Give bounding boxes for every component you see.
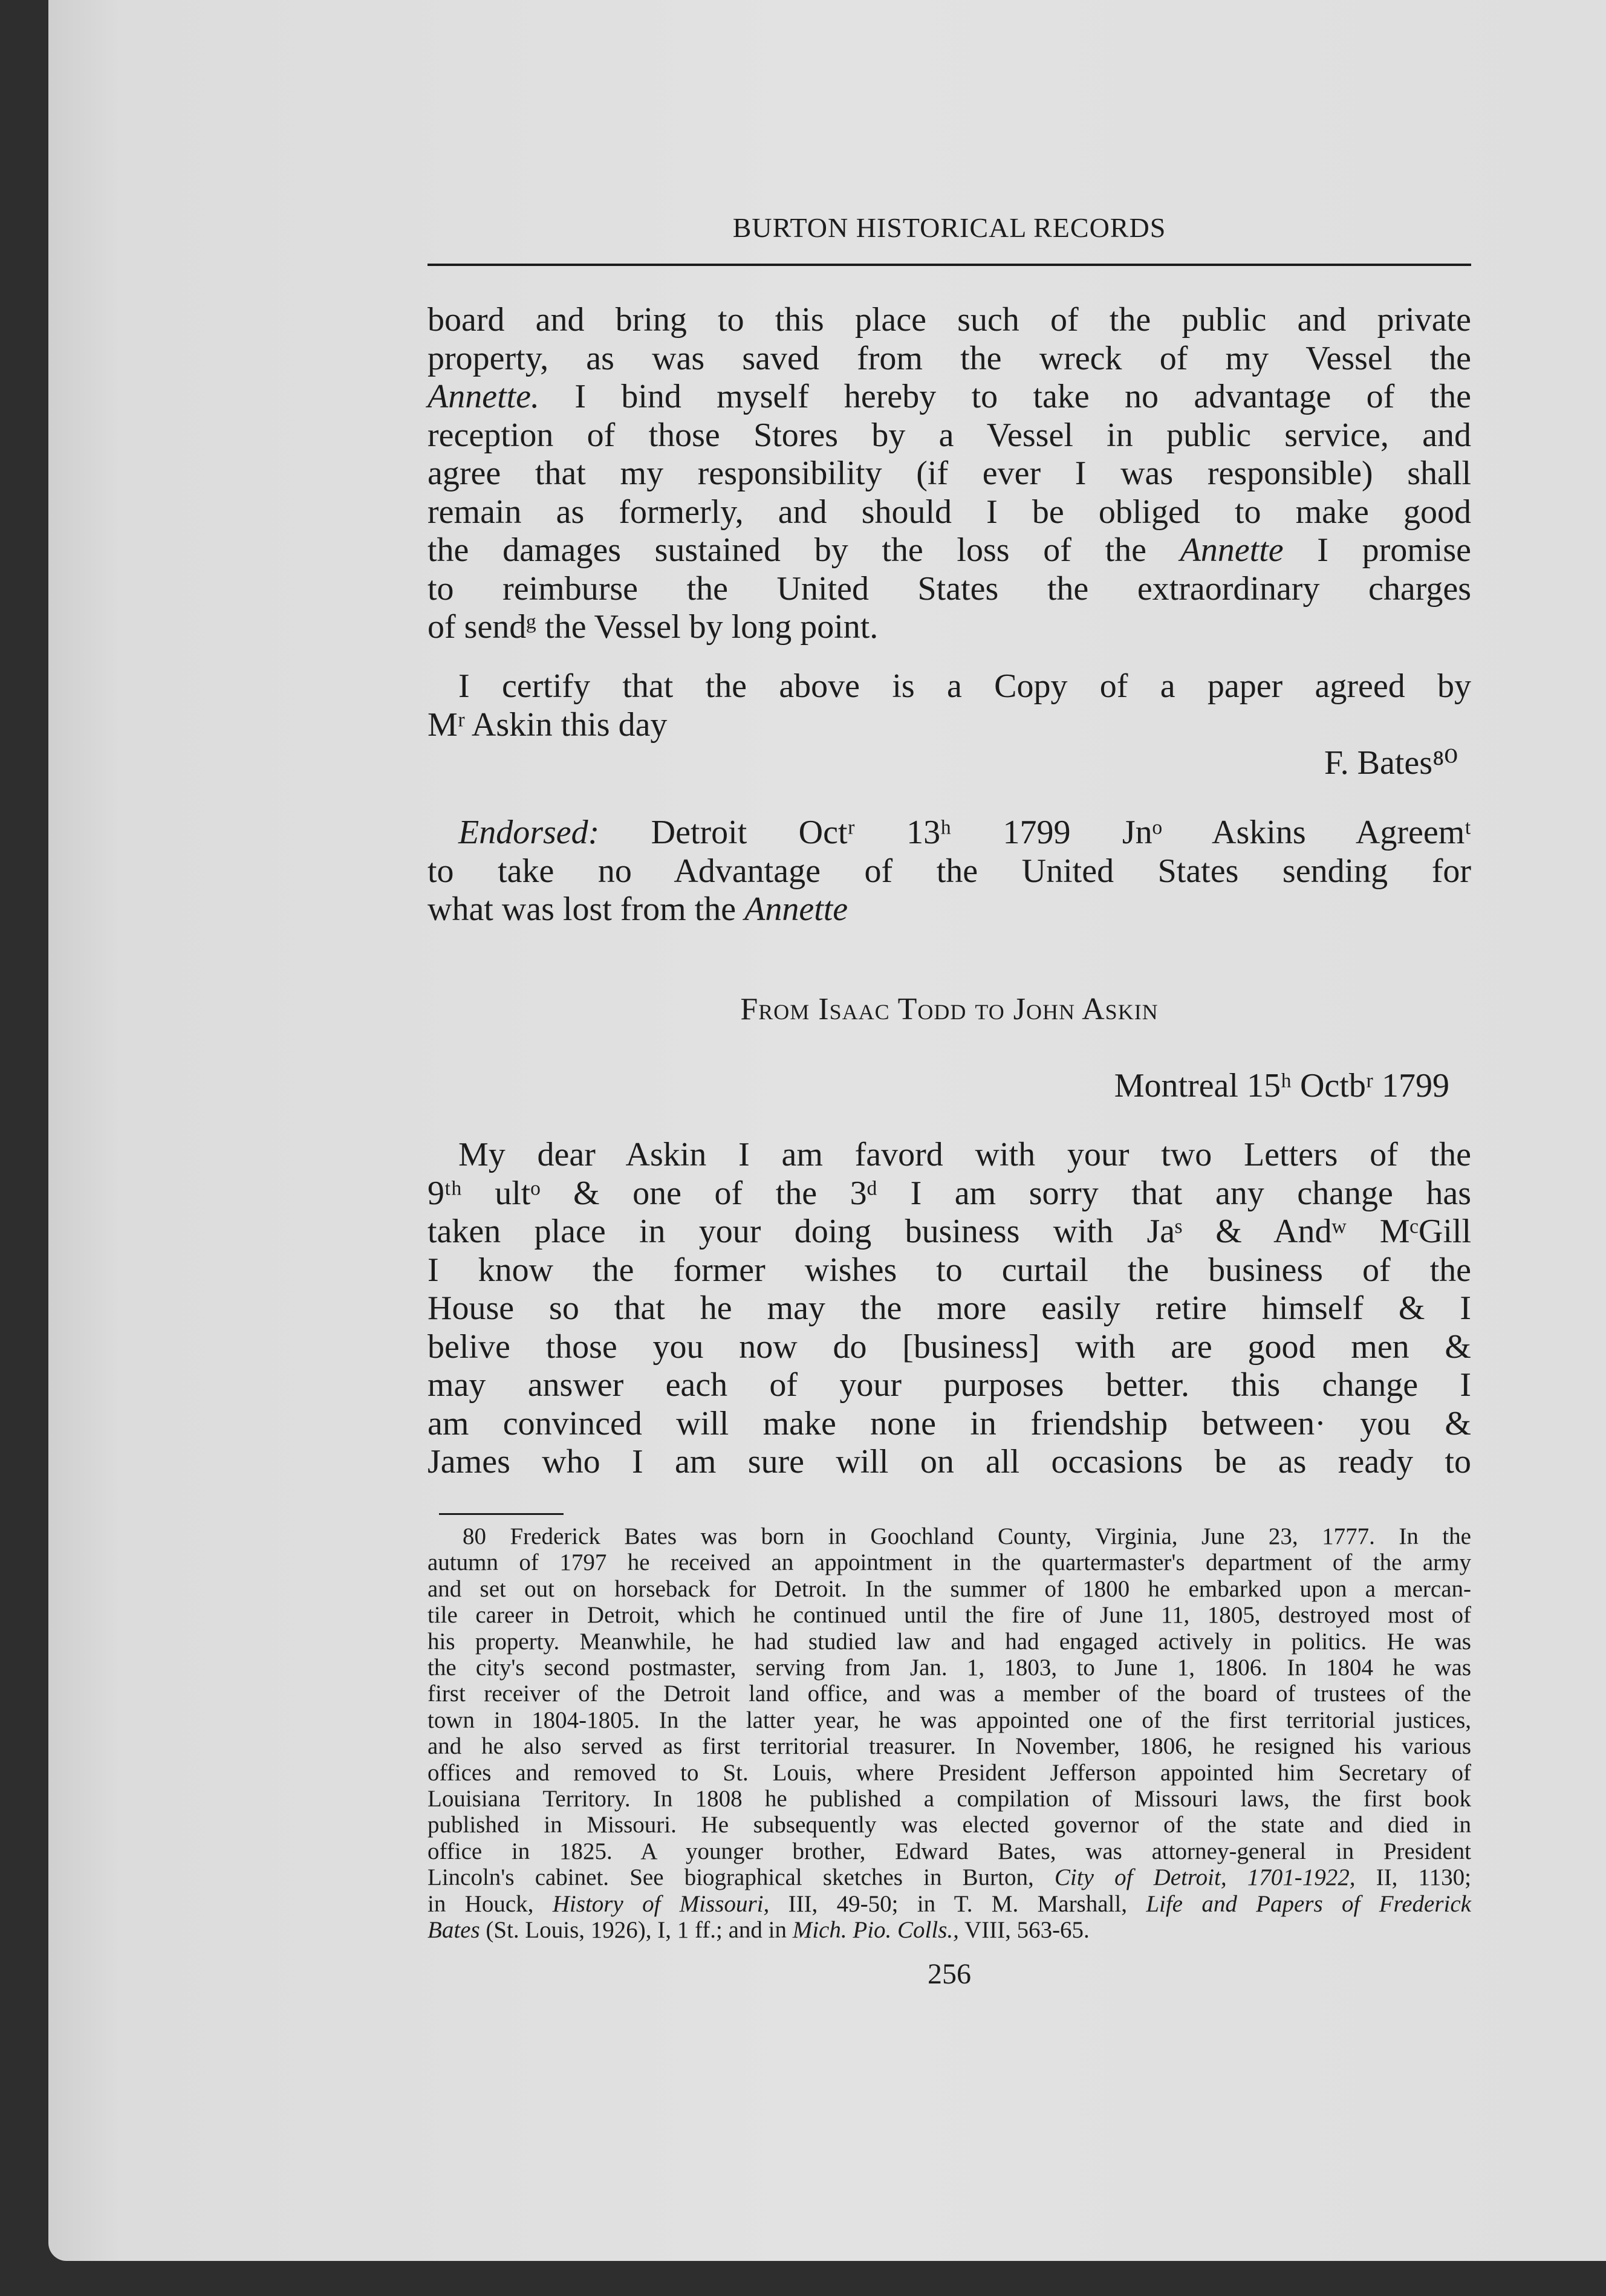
text-line — [428, 1917, 1471, 1943]
text-run: I know the former wishes to curtail the business of the — [428, 1251, 1471, 1289]
text-line — [428, 1328, 1471, 1367]
text-run: am convinced will make none in friendship between· you & — [428, 1404, 1471, 1442]
text-line — [428, 890, 1471, 929]
text-run: III, 49-50; in T. M. Marshall, — [769, 1890, 1146, 1917]
certification-lines — [428, 667, 1471, 744]
text-run: agree that my responsibility (if ever I was responsible) shall — [428, 455, 1471, 492]
text-line — [428, 1549, 1471, 1575]
letter-body — [428, 1136, 1471, 1482]
text-run: the city's second postmaster, serving from Jan. 1, 1803, to June 1, 1806. In 1804 he was — [428, 1655, 1471, 1681]
text-run: to reimburse the United States the extraordinary charges — [428, 569, 1471, 608]
text-line — [428, 1175, 1471, 1213]
text-line — [428, 1733, 1471, 1759]
signature: F. Bates⁸⁰ — [1324, 744, 1458, 782]
text-run: remain as formerly, and should I be obliged to make good — [428, 493, 1471, 531]
text-run: reception of those Stores by a Vessel in public service, and — [428, 416, 1471, 454]
italic-text: Annette — [744, 890, 848, 928]
text-run: what was lost from the — [428, 890, 745, 928]
text-run: Mʳ Askin this day — [428, 705, 668, 744]
text-line — [428, 417, 1471, 455]
text-line — [428, 1681, 1471, 1707]
text-run: his property. Meanwhile, he had studied law and had engaged actively in politics. He was — [428, 1628, 1471, 1655]
text-line — [428, 1523, 1471, 1549]
text-line — [428, 1289, 1471, 1328]
text-run: may answer each of your purposes better. this change I — [428, 1366, 1471, 1404]
text-line — [428, 570, 1471, 609]
text-line — [428, 1707, 1471, 1733]
letter-heading: From Isaac Todd to John Askin — [740, 992, 1159, 1026]
page-number: 256 — [928, 1958, 971, 1990]
text-run: the damages sustained by the loss of the — [428, 531, 1180, 569]
text-run: first receiver of the Detroit land office, and was a member of the board of trustees of the — [428, 1681, 1471, 1707]
text-line — [428, 1838, 1471, 1864]
text-line — [428, 852, 1471, 891]
italic-text: Annette — [1180, 531, 1284, 569]
text-run: to take no Advantage of the United States sending for — [428, 852, 1471, 890]
text-line — [428, 1655, 1471, 1681]
text-run: office in 1825. A younger brother, Edward Bates, was attorney-general in President — [428, 1838, 1471, 1864]
text-run: Louisiana Territory. In 1808 he published a compilation of Missouri laws, the first book — [428, 1786, 1471, 1812]
text-line — [428, 1251, 1471, 1290]
italic-text: Mich. Pio. Colls., — [792, 1917, 959, 1944]
text-run: board and bring to this place such of the public and private — [428, 301, 1471, 339]
text-line — [428, 1136, 1471, 1175]
text-line — [428, 608, 1471, 647]
text-run: and set out on horseback for Detroit. In the summer of 1800 he embarked upon a mercan- — [428, 1575, 1471, 1602]
text-run: II, 1130; — [1355, 1864, 1471, 1891]
text-line — [428, 1864, 1471, 1890]
text-line — [428, 1576, 1471, 1602]
text-run: 9ᵗʰ ultᵒ & one of the 3ᵈ I am sorry that any change has — [428, 1174, 1471, 1212]
text-run: James who I am sure will on all occasions be as ready to — [428, 1443, 1471, 1480]
text-line — [428, 340, 1471, 378]
text-run: Detroit Octʳ 13ʰ 1799 Jnᵒ Askins Agreemᵗ — [599, 814, 1471, 851]
footnote-rule — [439, 1513, 564, 1515]
text-line — [428, 1629, 1471, 1655]
text-line — [428, 301, 1471, 340]
text-run: I bind myself hereby to take no advantage of the — [539, 378, 1471, 415]
text-run: (St. Louis, 1926), I, 1 ff.; and in — [480, 1917, 793, 1944]
italic-text: City of Detroit, 1701-1922, — [1054, 1864, 1356, 1891]
text-run: belive those you now do [business] with are good men & — [428, 1328, 1471, 1366]
text-run: I certify that the above is a Copy of a paper agreed by — [458, 667, 1471, 705]
text-line — [428, 493, 1471, 532]
text-run: Lincoln's cabinet. See biographical sketches in Burton, — [428, 1864, 1055, 1891]
text-run: I promise — [1283, 531, 1472, 569]
paragraph-certification — [428, 667, 1471, 783]
text-line — [428, 531, 1471, 570]
text-run: House so that he may the more easily retire himself & I — [428, 1289, 1471, 1327]
text-run: property, as was saved from the wreck of my Vessel the — [428, 339, 1471, 377]
text-run: of sendᵍ the Vessel by long point. — [428, 608, 879, 646]
text-run: published in Missouri. He subsequently was elected governor of the state and died in — [428, 1812, 1471, 1838]
text-line — [428, 1366, 1471, 1405]
text-line — [428, 1891, 1471, 1917]
paragraph-agreement — [428, 301, 1471, 647]
text-line — [428, 1213, 1471, 1251]
italic-text: Annette. — [428, 378, 540, 415]
text-line — [428, 814, 1471, 852]
text-line — [428, 1786, 1471, 1812]
text-run: town in 1804-1805. In the latter year, he was appointed one of the first territorial justices, — [428, 1707, 1471, 1733]
text-run: offices and removed to St. Louis, where President Jefferson appointed him Secretary of — [428, 1759, 1471, 1786]
text-line — [428, 1405, 1471, 1444]
text-run: autumn of 1797 he received an appointment in the quartermaster's department of the army — [428, 1549, 1471, 1576]
italic-text: History of Missouri, — [552, 1890, 770, 1917]
text-run: in Houck, — [428, 1890, 553, 1917]
text-line — [428, 455, 1471, 493]
footnote-80 — [428, 1523, 1471, 1944]
italic-text: Endorsed: — [458, 814, 600, 851]
letter-dateline: Montreal 15ʰ Octbʳ 1799 — [1114, 1067, 1449, 1104]
text-line — [428, 1760, 1471, 1786]
text-run: VIII, 563-65. — [958, 1917, 1090, 1944]
text-line — [428, 1443, 1471, 1482]
running-header: BURTON HISTORICAL RECORDS — [732, 212, 1166, 243]
text-line — [428, 667, 1471, 706]
text-run: and he also served as first territorial treasurer. In November, 1806, he resigned his various — [428, 1733, 1471, 1760]
text-line — [428, 706, 1471, 745]
text-line — [428, 378, 1471, 417]
header-rule — [428, 264, 1471, 266]
paragraph-endorsement — [428, 814, 1471, 929]
text-run: 80 Frederick Bates was born in Goochland County, Virginia, June 23, 1777. In the — [463, 1523, 1471, 1549]
italic-text: Life and Papers of Frederick — [1146, 1890, 1471, 1917]
text-line — [428, 1602, 1471, 1628]
text-run: tile career in Detroit, which he continued until the fire of June 11, 1805, destroyed most of — [428, 1602, 1471, 1629]
italic-text: Bates — [428, 1917, 480, 1944]
text-run: taken place in your doing business with Jaˢ & Andʷ MᶜGill — [428, 1213, 1471, 1250]
text-run: My dear Askin I am favord with your two Letters of the — [458, 1136, 1471, 1173]
text-line — [428, 1812, 1471, 1838]
